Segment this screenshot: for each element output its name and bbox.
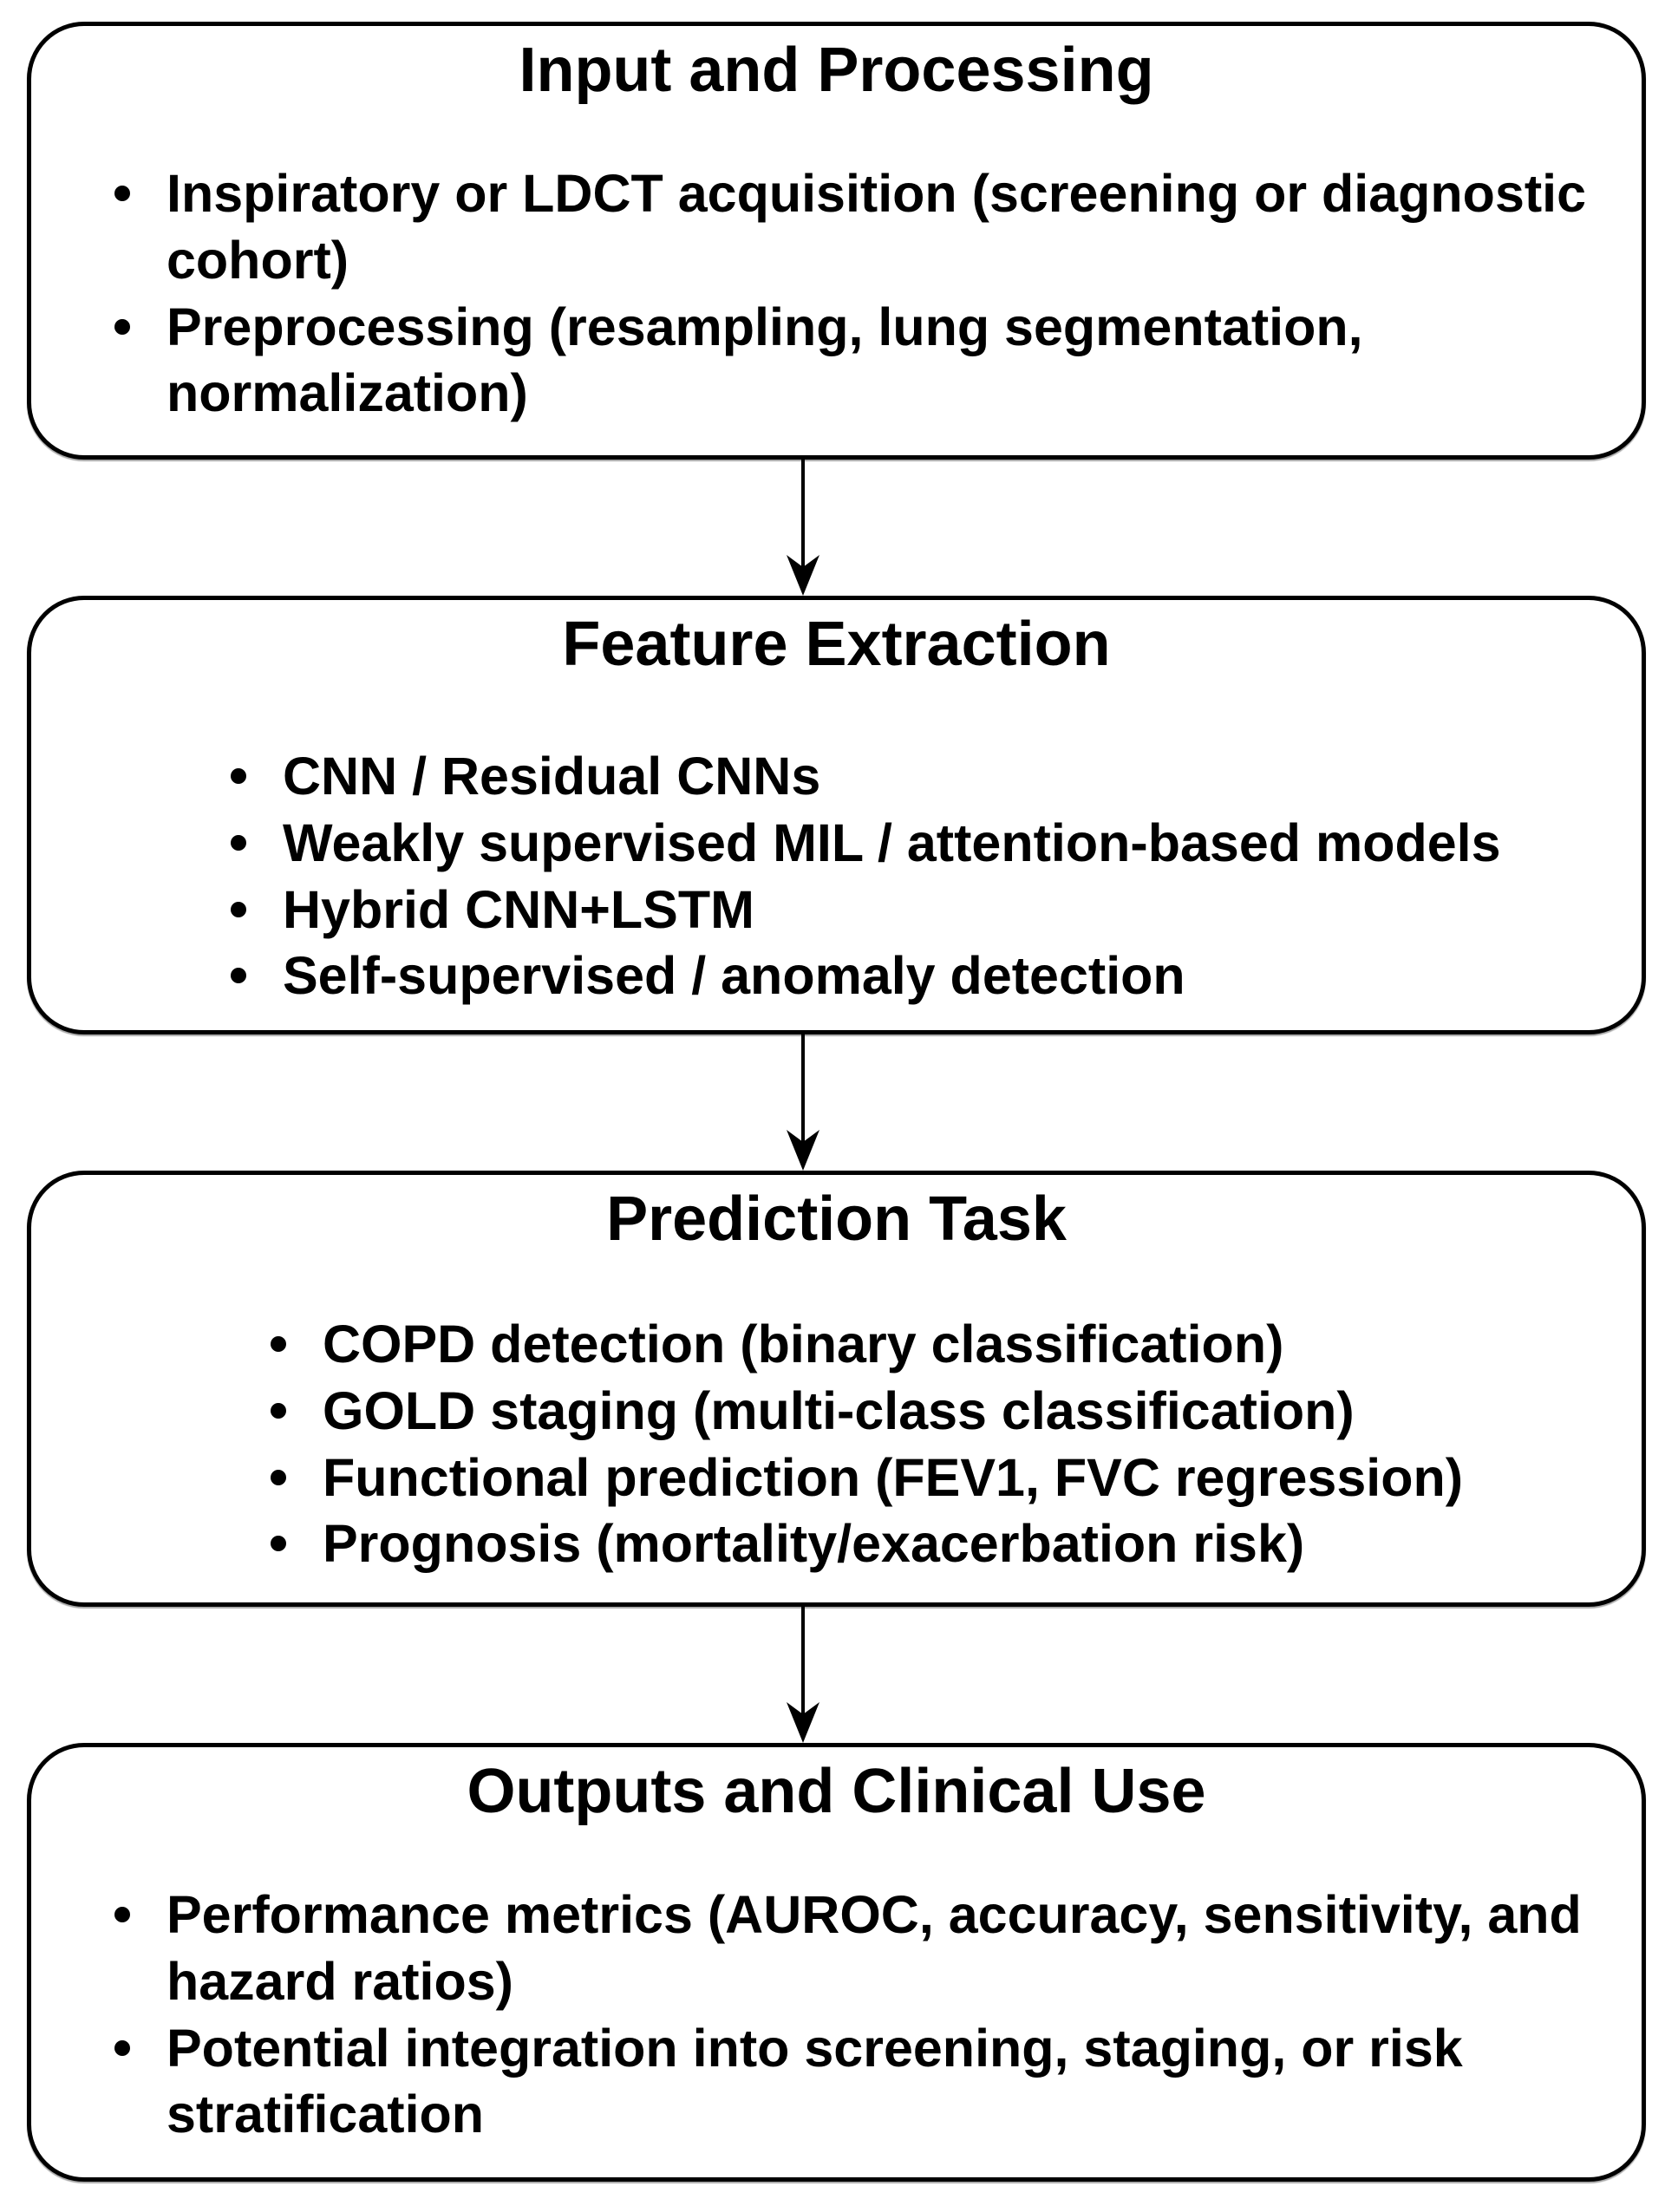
bullet-text: GOLD staging (multi-class classification) [323, 1380, 1355, 1440]
bullet-dot-icon [114, 319, 130, 335]
flow-box-prediction-task [27, 1171, 1646, 1607]
bullet-item [271, 1445, 1626, 1511]
bullet-item [271, 1311, 1626, 1378]
bullet-text: Potential integration into screening, staging, or risk stratification [166, 2018, 1463, 2144]
bullet-list [31, 1311, 1642, 1577]
down-arrow-icon [784, 1607, 822, 1743]
bullet-item [114, 160, 1626, 294]
bullet-text: Prognosis (mortality/exacerbation risk) [323, 1514, 1305, 1574]
bullet-item [114, 2015, 1626, 2149]
bullet-dot-icon [231, 968, 246, 983]
bullet-text: Preprocessing (resampling, lung segmentation, normalization) [166, 297, 1363, 423]
bullet-text: Inspiratory or LDCT acquisition (screening or diagnostic cohort) [166, 163, 1587, 290]
bullet-list [31, 1882, 1642, 2148]
box-title: Prediction Task [606, 1184, 1067, 1254]
bullet-item [271, 1378, 1626, 1445]
box-title: Input and Processing [519, 36, 1154, 105]
flow-box-input-and-processing [27, 22, 1646, 460]
bullet-item [231, 743, 1626, 810]
bullet-text: Functional prediction (FEV1, FVC regression) [323, 1447, 1464, 1507]
bullet-dot-icon [271, 1470, 286, 1485]
bullet-item [271, 1511, 1626, 1577]
bullet-item [231, 943, 1626, 1009]
box-title: Outputs and Clinical Use [467, 1757, 1206, 1826]
down-arrow-icon [784, 1034, 822, 1171]
bullet-dot-icon [271, 1403, 286, 1419]
bullet-item [231, 877, 1626, 943]
bullet-text: Performance metrics (AUROC, accuracy, sensitivity, and hazard ratios) [166, 1884, 1582, 2011]
bullet-text: CNN / Residual CNNs [283, 746, 821, 806]
bullet-dot-icon [271, 1536, 286, 1551]
bullet-dot-icon [114, 186, 130, 201]
bullet-text: Self-supervised / anomaly detection [283, 946, 1185, 1006]
bullet-dot-icon [231, 835, 246, 851]
bullet-dot-icon [114, 2040, 130, 2056]
bullet-list [31, 743, 1642, 1009]
bullet-text: Hybrid CNN+LSTM [283, 879, 754, 939]
bullet-text: COPD detection (binary classification) [323, 1314, 1284, 1374]
bullet-item [114, 294, 1626, 427]
bullet-item [231, 810, 1626, 877]
down-arrow-icon [784, 460, 822, 596]
bullet-list [31, 160, 1642, 427]
box-title: Feature Extraction [562, 610, 1111, 679]
bullet-dot-icon [271, 1336, 286, 1352]
bullet-dot-icon [231, 768, 246, 784]
bullet-dot-icon [114, 1907, 130, 1922]
bullet-item [114, 1882, 1626, 2015]
flow-box-outputs-and-clinical-use [27, 1743, 1646, 2182]
bullet-dot-icon [231, 902, 246, 917]
flow-box-feature-extraction [27, 596, 1646, 1034]
bullet-text: Weakly supervised MIL / attention-based models [283, 812, 1501, 872]
